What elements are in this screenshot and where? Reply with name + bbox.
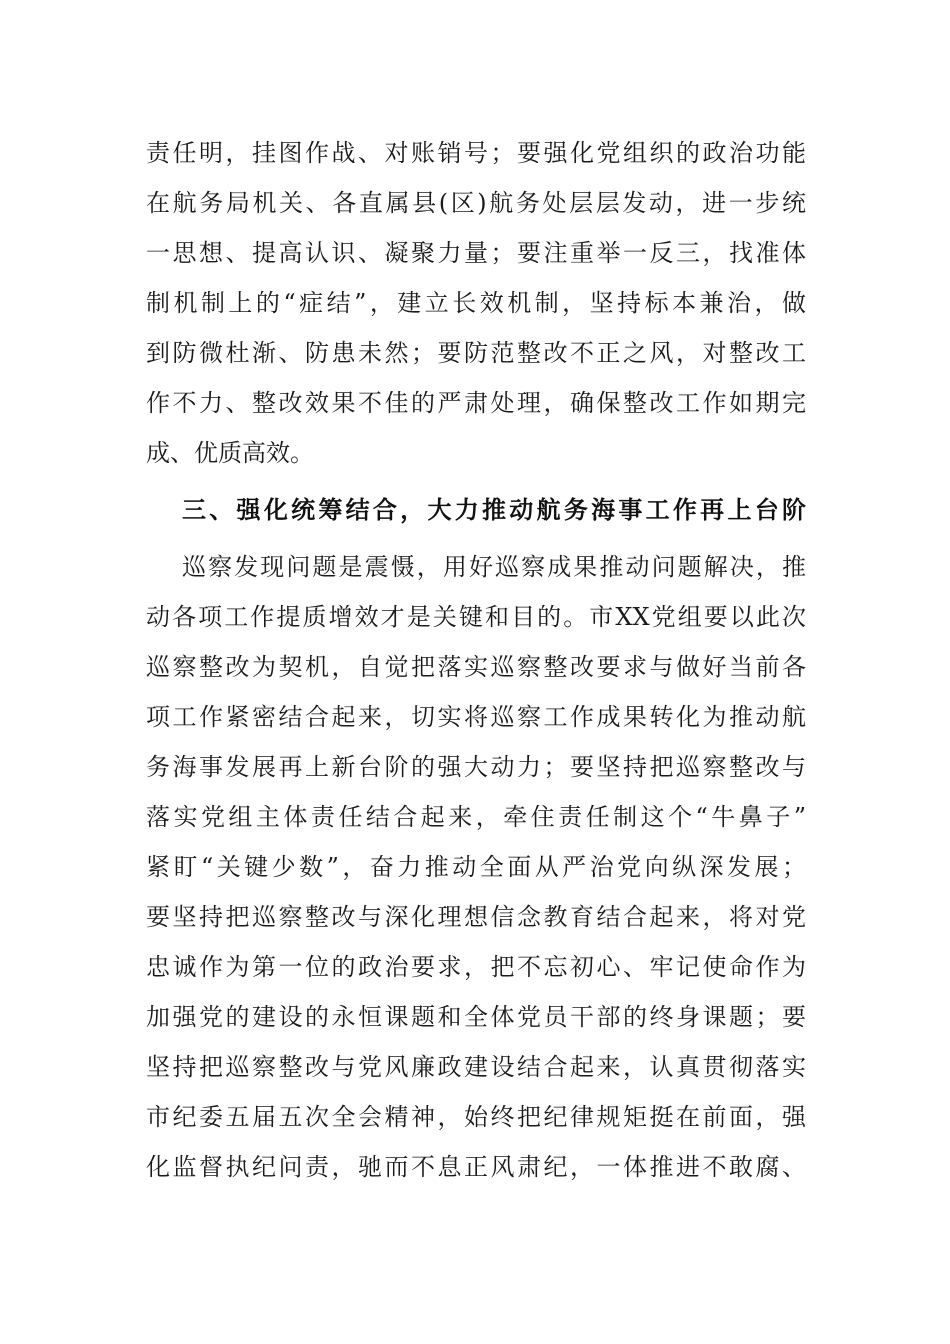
paragraph-1-line-6: 作不力、整改效果不佳的严肃处理，确保整改工作如期完: [146, 389, 806, 417]
paragraph-1-line-4: 制机制上的“症结”，建立长效机制，坚持标本兼治，做: [146, 289, 806, 317]
paragraph-1-line-5: 到防微杜渐、防患未然；要防范整改不正之风，对整改工: [146, 339, 806, 367]
paragraph-2-line-3: 巡察整改为契机，自觉把落实巡察整改要求与做好当前各: [146, 653, 806, 681]
paragraph-2-line-1: 巡察发现问题是震慑，用好巡察成果推动问题解决，推: [182, 553, 806, 581]
paragraph-2-line-6: 落实党组主体责任结合起来，牵住责任制这个“牛鼻子”: [146, 803, 806, 831]
paragraph-1-line-1: 责任明，挂图作战、对账销号；要强化党组织的政治功能: [146, 139, 806, 167]
paragraph-2-line-2: 动各项工作提质增效才是关键和目的。市XX党组要以此次: [146, 603, 806, 631]
paragraph-2-line-11: 坚持把巡察整改与党风廉政建设结合起来，认真贯彻落实: [146, 1053, 806, 1081]
section-heading: 三、强化统筹结合，大力推动航务海事工作再上台阶: [182, 496, 806, 524]
paragraph-1-line-2: 在航务局机关、各直属县(区)航务处层层发动，进一步统: [146, 189, 806, 217]
paragraph-2-line-13: 化监督执纪问责，驰而不息正风肃纪，一体推进不敢腐、: [146, 1153, 806, 1181]
paragraph-2-line-5: 务海事发展再上新台阶的强大动力；要坚持把巡察整改与: [146, 753, 806, 781]
paragraph-2-line-4: 项工作紧密结合起来，切实将巡察工作成果转化为推动航: [146, 703, 806, 731]
paragraph-1-line-7: 成、优质高效。: [146, 439, 314, 467]
paragraph-2-line-7: 紧盯“关键少数”，奋力推动全面从严治党向纵深发展；: [146, 853, 806, 881]
paragraph-2-line-8: 要坚持把巡察整改与深化理想信念教育结合起来，将对党: [146, 903, 806, 931]
paragraph-2-line-9: 忠诚作为第一位的政治要求，把不忘初心、牢记使命作为: [146, 953, 806, 981]
paragraph-2-line-10: 加强党的建设的永恒课题和全体党员干部的终身课题；要: [146, 1003, 806, 1031]
paragraph-1-line-3: 一思想、提高认识、凝聚力量；要注重举一反三，找准体: [146, 239, 806, 267]
paragraph-2-line-12: 市纪委五届五次全会精神，始终把纪律规矩挺在前面，强: [146, 1103, 806, 1131]
